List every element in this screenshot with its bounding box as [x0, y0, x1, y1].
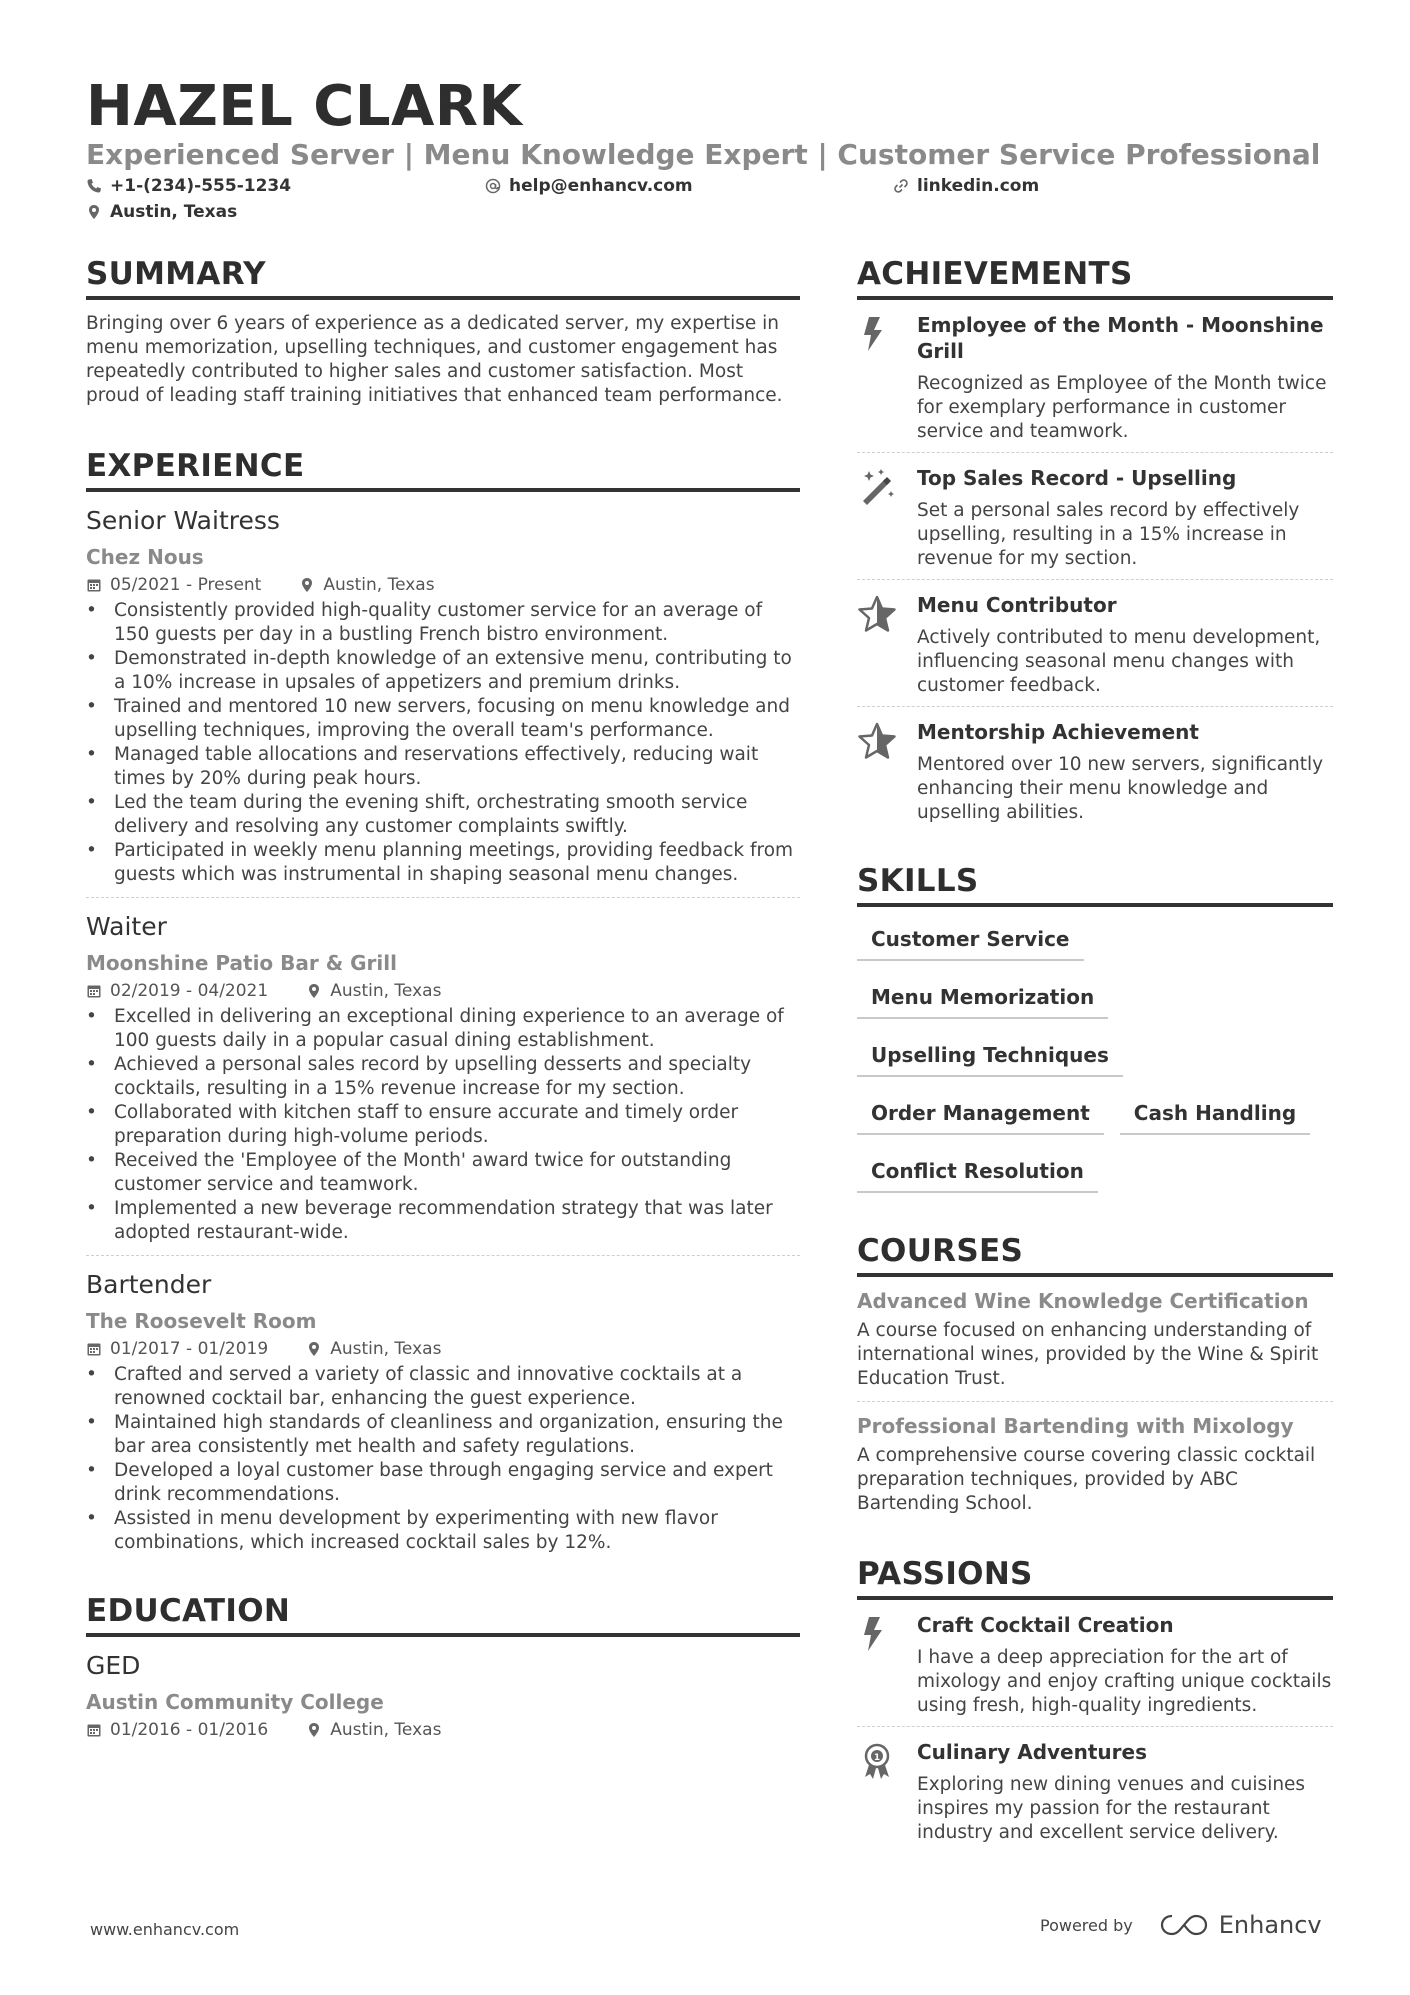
bullet-item: • Developed a loyal customer base through engaging service and expert drink recommendations.: [86, 1459, 800, 1507]
achievement-desc: Set a personal sales record by effectively upselling, resulting in a 15% increase in revenue for my section.: [917, 500, 1300, 569]
candidate-name: HAZEL CLARK: [86, 74, 523, 139]
location-pin-icon: [306, 1722, 322, 1738]
experience-item: [86, 898, 800, 1256]
education-title: EDUCATION: [86, 1593, 800, 1637]
skill-tag: Upselling Techniques: [857, 1035, 1123, 1077]
achievement-item: [857, 707, 1333, 833]
courses-title: COURSES: [857, 1233, 1333, 1277]
contact-phone[interactable]: [86, 176, 291, 196]
achievements-title: ACHIEVEMENTS: [857, 256, 1333, 300]
calendar-icon: [86, 577, 102, 593]
job-dates: 02/2019 - 04/2021: [110, 981, 269, 1001]
bullet-item: • Assisted in menu development by experimenting with new flavor combinations, which increased cocktail sales by 12%.: [86, 1507, 800, 1555]
passion-title: Craft Cocktail Creation: [917, 1613, 1174, 1637]
skills-section: [857, 863, 1333, 1209]
job-bullets: [86, 1363, 800, 1555]
magic-wand-icon: [857, 467, 897, 507]
summary-section: [86, 256, 800, 408]
calendar-icon: [86, 1341, 102, 1357]
courses-section: [857, 1233, 1333, 1526]
bullet-item: • Trained and mentored 10 new servers, focusing on menu knowledge and upselling techniques, improving the overall team's performance.: [86, 695, 800, 743]
award-medal-icon: [857, 1741, 897, 1781]
passions-section: [857, 1556, 1333, 1853]
contact-email[interactable]: [485, 176, 693, 196]
location-pin-icon: [306, 1341, 322, 1357]
job-dates: 05/2021 - Present: [110, 575, 262, 595]
bullet-item: • Received the 'Employee of the Month' award twice for outstanding customer service and teamwork.: [86, 1149, 800, 1197]
bullet-item: • Participated in weekly menu planning meetings, providing feedback from guests which was instrumental in shaping seasonal menu changes.: [86, 839, 800, 887]
job-dates: 01/2017 - 01/2019: [110, 1339, 269, 1359]
job-company: The Roosevelt Room: [86, 1309, 317, 1333]
passion-desc: Exploring new dining venues and cuisines inspires my passion for the restaurant industry and excellent service delivery.: [917, 1774, 1306, 1843]
education-meta: [86, 1720, 800, 1740]
job-meta: [86, 981, 800, 1001]
star-icon: [857, 594, 897, 634]
job-company: Chez Nous: [86, 545, 204, 569]
job-bullets: [86, 599, 800, 887]
experience-title: EXPERIENCE: [86, 448, 800, 492]
link-icon: [893, 178, 909, 194]
course-item: [857, 1277, 1333, 1402]
enhancv-logo[interactable]: [1159, 1911, 1322, 1939]
skill-tag: Cash Handling: [1120, 1093, 1310, 1135]
course-title: Professional Bartending with Mixology: [857, 1414, 1294, 1438]
star-icon: [857, 721, 897, 761]
phone-icon: [86, 178, 102, 194]
bolt-icon: [857, 1614, 891, 1654]
achievement-desc: Mentored over 10 new servers, significantly enhancing their menu knowledge and upselling abilities.: [917, 754, 1324, 823]
passion-title: Culinary Adventures: [917, 1740, 1147, 1764]
experience-item: [86, 492, 800, 898]
skill-tag: Order Management: [857, 1093, 1104, 1135]
job-company: Moonshine Patio Bar & Grill: [86, 951, 397, 975]
summary-title: SUMMARY: [86, 256, 800, 300]
passions-title: PASSIONS: [857, 1556, 1333, 1600]
job-role: Waiter: [86, 912, 167, 941]
contact-location: [86, 202, 237, 222]
calendar-icon: [86, 1722, 102, 1738]
bullet-item: • Collaborated with kitchen staff to ensure accurate and timely order preparation during high-volume periods.: [86, 1101, 800, 1149]
calendar-icon: [86, 983, 102, 999]
job-bullets: [86, 1005, 800, 1245]
job-meta: [86, 575, 800, 595]
summary-text: Bringing over 6 years of experience as a dedicated server, my expertise in menu memorization, upselling techniques, and customer engagement has repeatedly contributed to higher sales and customer satisfaction. Most proud of leading staff training initiatives that enhanced team performance.: [86, 313, 783, 406]
candidate-headline: Experienced Server | Menu Knowledge Expert | Customer Service Professional: [86, 138, 1321, 171]
achievement-item: [857, 300, 1333, 453]
education-school: Austin Community College: [86, 1690, 384, 1714]
experience-item: [86, 1256, 800, 1565]
job-location: Austin, Texas: [323, 575, 435, 595]
course-desc: A comprehensive course covering classic cocktail preparation techniques, provided by ABC Bartending School.: [857, 1445, 1316, 1514]
bullet-item: • Excelled in delivering an exceptional dining experience to an average of 100 guests daily in a popular casual dining establishment.: [86, 1005, 800, 1053]
skills-list: [857, 919, 1333, 1209]
job-role: Senior Waitress: [86, 506, 280, 535]
course-item: [857, 1402, 1333, 1526]
achievements-section: [857, 256, 1333, 833]
bullet-item: • Implemented a new beverage recommendation strategy that was later adopted restaurant-wide.: [86, 1197, 800, 1245]
job-location: Austin, Texas: [330, 1339, 442, 1359]
education-section: [86, 1593, 800, 1750]
passion-desc: I have a deep appreciation for the art of mixology and enjoy crafting unique cocktails using fresh, high-quality ingredients.: [917, 1647, 1332, 1716]
achievement-title: Top Sales Record - Upselling: [917, 466, 1237, 490]
education-item: [86, 1637, 800, 1750]
location-pin-icon: [86, 204, 102, 220]
achievement-desc: Recognized as Employee of the Month twice for exemplary performance in customer service and teamwork.: [917, 373, 1327, 442]
achievement-item: [857, 453, 1333, 580]
experience-section: [86, 448, 800, 1565]
brand-name: Enhancv: [1218, 1911, 1322, 1939]
job-location: Austin, Texas: [330, 981, 442, 1001]
passion-item: [857, 1600, 1333, 1727]
skill-tag: Conflict Resolution: [857, 1151, 1098, 1193]
bullet-item: • Managed table allocations and reservations effectively, reducing wait times by 20% during peak hours.: [86, 743, 800, 791]
location-text: Austin, Texas: [110, 202, 238, 222]
achievement-desc: Actively contributed to menu development, influencing seasonal menu changes with customer feedback.: [917, 627, 1321, 696]
location-pin-icon: [306, 983, 322, 999]
achievement-title: Mentorship Achievement: [917, 720, 1199, 744]
course-title: Advanced Wine Knowledge Certification: [857, 1289, 1309, 1313]
footer-website[interactable]: www.enhancv.com: [90, 1920, 240, 1939]
bullet-item: • Crafted and served a variety of classic and innovative cocktails at a renowned cocktail bar, enhancing the guest experience.: [86, 1363, 800, 1411]
right-column: [857, 256, 1333, 1853]
location-pin-icon: [299, 577, 315, 593]
phone-text: +1-(234)-555-1234: [110, 176, 292, 196]
footer-branding: [1040, 1911, 1322, 1939]
skills-title: SKILLS: [857, 863, 1333, 907]
bolt-icon: [857, 314, 891, 354]
skill-tag: Menu Memorization: [857, 977, 1108, 1019]
skill-tag: Customer Service: [857, 919, 1084, 961]
bullet-item: • Maintained high standards of cleanliness and organization, ensuring the bar area consistently met health and safety regulations.: [86, 1411, 800, 1459]
svg-text:1: 1: [873, 1753, 881, 1763]
email-text: help@enhancv.com: [509, 176, 693, 196]
contact-linkedin[interactable]: [893, 176, 1039, 196]
bullet-item: • Demonstrated in-depth knowledge of an extensive menu, contributing to a 10% increase in upsales of appetizers and premium drinks.: [86, 647, 800, 695]
education-dates: 01/2016 - 01/2016: [110, 1720, 269, 1740]
enhancv-logo-icon: [1159, 1912, 1209, 1938]
linkedin-text: linkedin.com: [917, 176, 1040, 196]
achievement-item: [857, 580, 1333, 707]
education-location: Austin, Texas: [330, 1720, 442, 1740]
achievement-title: Menu Contributor: [917, 593, 1117, 617]
job-meta: [86, 1339, 800, 1359]
job-role: Bartender: [86, 1270, 212, 1299]
course-desc: A course focused on enhancing understanding of international wines, provided by the Wine & Spirit Education Trust.: [857, 1320, 1319, 1389]
at-sign-icon: [485, 178, 501, 194]
powered-by-text: Powered by: [1040, 1915, 1133, 1935]
bullet-item: • Led the team during the evening shift, orchestrating smooth service delivery and resolving any customer complaints swiftly.: [86, 791, 800, 839]
passion-item: [857, 1727, 1333, 1853]
bullet-item: • Consistently provided high-quality customer service for an average of 150 guests per day in a bustling French bistro environment.: [86, 599, 800, 647]
left-column: [86, 256, 800, 1750]
achievement-title: Employee of the Month - Moonshine Grill: [917, 313, 1324, 363]
education-degree: GED: [86, 1651, 141, 1680]
bullet-item: • Achieved a personal sales record by upselling desserts and specialty cocktails, resulting in a 15% revenue increase for my section.: [86, 1053, 800, 1101]
